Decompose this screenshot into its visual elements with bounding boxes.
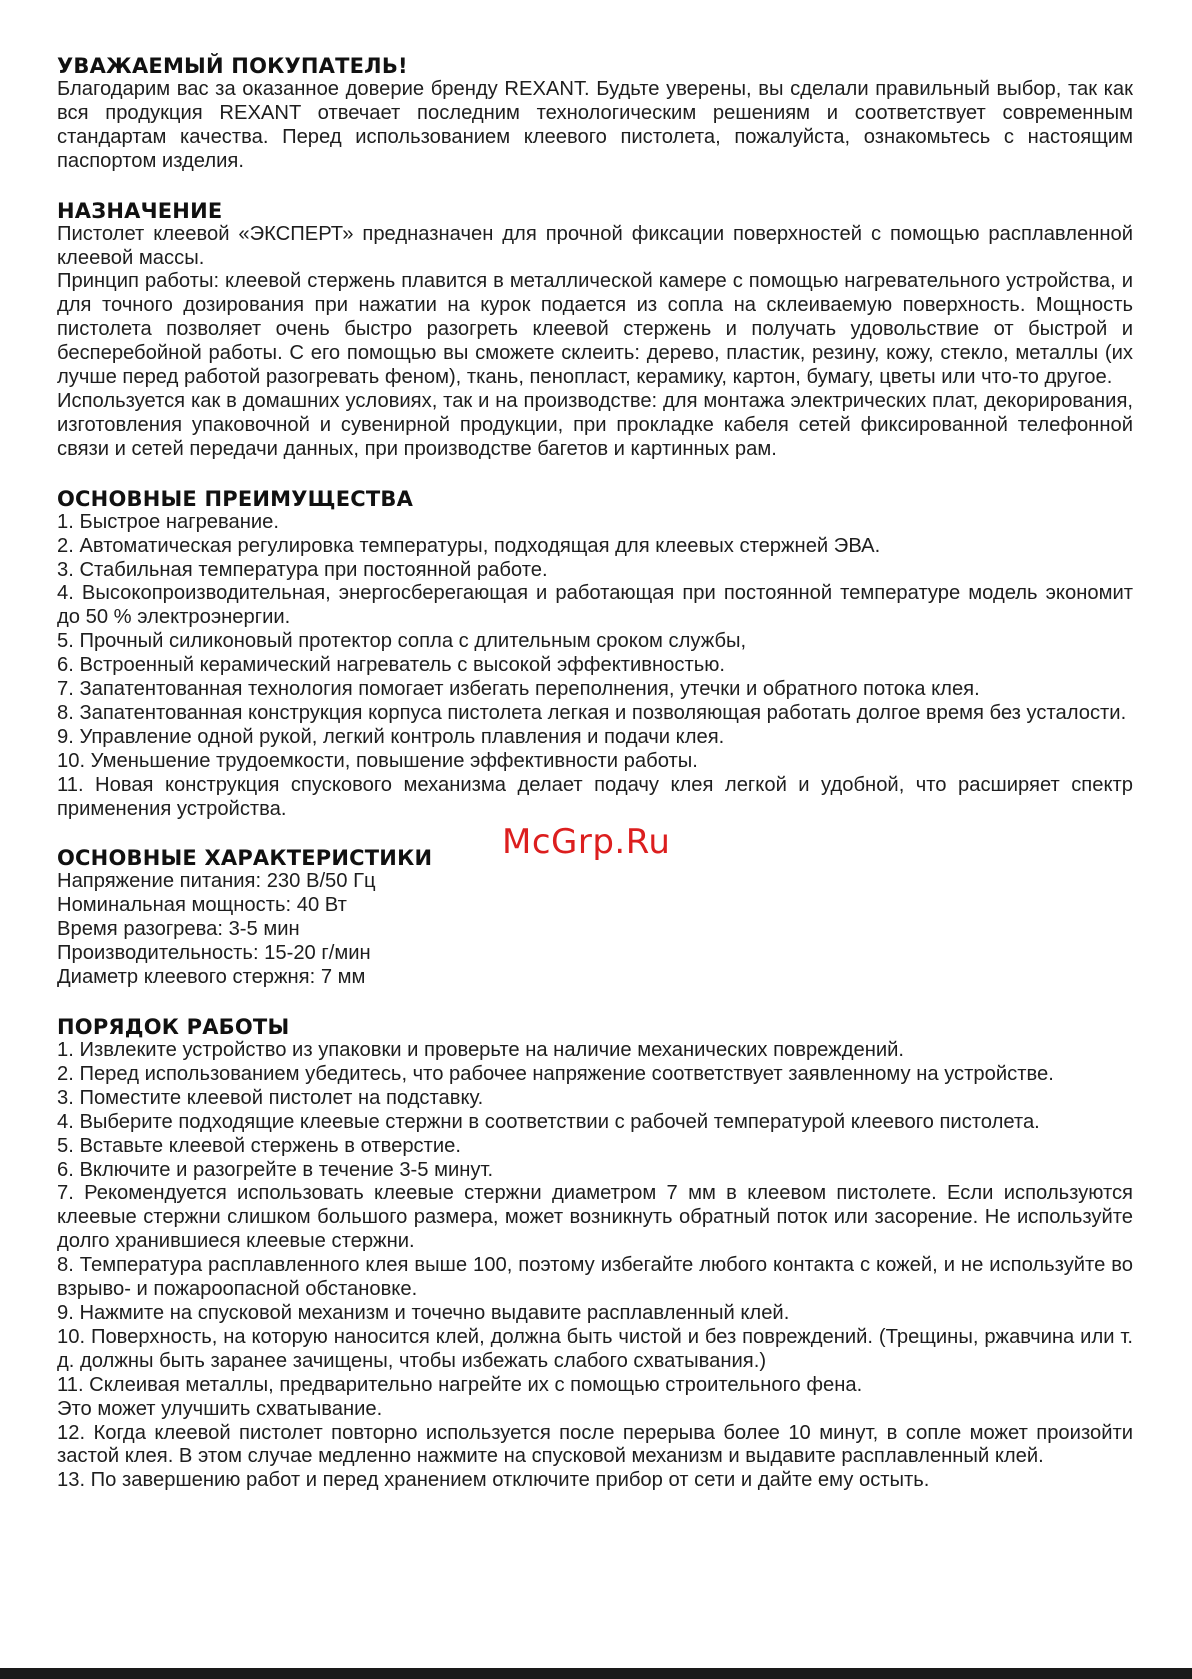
intro-paragraph: Благодарим вас за оказанное доверие бренду REXANT. Будьте уверены, вы сделали правильный выбор, так как вся продукция REXANT отвечает последним технологическим решениям и соответствует современным стандартам качества. Перед использованием клеевого пистолета, пожалуйста, ознакомьтесь с настоящим паспортом изделия. bbox=[57, 78, 1133, 172]
purpose-paragraph: Принцип работы: клеевой стержень плавится в металлической камере с помощью нагревательного устройства, и для точного дозирования при нажатии на курок подается из сопла на склеиваемую поверхность. Мощность пистолета позволяет очень быстро разогреть клеевой стержень и получать удовольствие от быстрой и бесперебойной работы. С его помощью вы сможете склеить: дерево, пластик, резину, кожу, стекло, металлы (их лучше перед работой разогревать феном), ткань, пенопласт, керамику, картон, бумагу, цветы или что-то другое. bbox=[57, 270, 1133, 389]
procedure-step: 4. Выберите подходящие клеевые стержни в соответствии с рабочей температурой клеевого пистолета. bbox=[57, 1110, 1040, 1133]
advantage-item: 5. Прочный силиконовый протектор сопла с длительным сроком службы, bbox=[57, 630, 747, 653]
spec-item: Диаметр клеевого стержня: 7 мм bbox=[57, 966, 366, 989]
procedure-section bbox=[57, 1015, 1133, 1493]
purpose-heading: НАЗНАЧЕНИЕ bbox=[57, 198, 223, 223]
advantage-item: 2. Автоматическая регулировка температуры, подходящая для клеевых стержней ЭВА. bbox=[57, 534, 881, 557]
procedure-heading: ПОРЯДОК РАБОТЫ bbox=[57, 1015, 290, 1039]
specs-heading: ОСНОВНЫЕ ХАРАКТЕРИСТИКИ bbox=[57, 846, 433, 871]
specs-section bbox=[57, 846, 1133, 990]
page-bottom-border bbox=[0, 1668, 1192, 1679]
procedure-step: 11. Склеивая металлы, предварительно нагрейте их с помощью строительного фена. bbox=[57, 1373, 863, 1396]
advantage-item: 3. Стабильная температура при постоянной работе. bbox=[57, 558, 548, 581]
advantage-item: 9. Управление одной рукой, легкий контроль плавления и подачи клея. bbox=[57, 725, 725, 748]
procedure-step: Это может улучшить схватывание. bbox=[57, 1397, 383, 1420]
procedure-step: 12. Когда клеевой пистолет повторно используется после перерыва более 10 минут, в сопле может произойти застой клея. В этом случае медленно нажмите на спусковой механизм и выдавите расплавленный клей. bbox=[57, 1421, 1133, 1468]
intro-section bbox=[57, 54, 1133, 174]
advantage-item: 6. Встроенный керамический нагреватель с высокой эффективностью. bbox=[57, 654, 726, 677]
spec-item: Производительность: 15-20 г/мин bbox=[57, 942, 371, 965]
advantage-item: 4. Высокопроизводительная, энергосберегающая и работающая при постоянной температуре модель экономит до 50 % электроэнергии. bbox=[57, 582, 1133, 629]
watermark-text: McGrp.Ru bbox=[502, 822, 671, 862]
procedure-step: 6. Включите и разогрейте в течение 3-5 минут. bbox=[57, 1158, 494, 1181]
spec-item: Номинальная мощность: 40 Вт bbox=[57, 894, 347, 917]
advantages-section bbox=[57, 487, 1133, 822]
procedure-step: 7. Рекомендуется использовать клеевые стержни диаметром 7 мм в клеевом пистолете. Если используются клеевые стержни слишком большого размера, может возникнуть обратный поток или засорение. Не используйте долго хранившиеся клеевые стержни. bbox=[57, 1182, 1133, 1253]
spec-item: Напряжение питания: 230 В/50 Гц bbox=[57, 870, 376, 893]
document-page bbox=[57, 54, 1133, 1518]
purpose-paragraph: Используется как в домашних условиях, так и на производстве: для монтажа электрических плат, декорирования, изготовления упаковочной и сувенирной продукции, при прокладке кабеля сетей фиксированной телефонной связи и сетей передачи данных, при производстве багетов и картинных рам. bbox=[57, 389, 1133, 460]
intro-heading: УВАЖАЕМЫЙ ПОКУПАТЕЛЬ! bbox=[57, 54, 408, 78]
procedure-step: 13. По завершению работ и перед хранением отключите прибор от сети и дайте ему остыть. bbox=[57, 1469, 930, 1492]
procedure-step: 1. Извлеките устройство из упаковки и проверьте на наличие механических повреждений. bbox=[57, 1039, 905, 1061]
advantage-item: 7. Запатентованная технология помогает избегать переполнения, утечки и обратного потока клея. bbox=[57, 678, 980, 701]
purpose-section bbox=[57, 199, 1133, 462]
advantage-item: 1. Быстрое нагревание. bbox=[57, 510, 280, 533]
spec-item: Время разогрева: 3-5 мин bbox=[57, 918, 300, 941]
advantage-item: 8. Запатентованная конструкция корпуса пистолета легкая и позволяющая работать долгое время без усталости. bbox=[57, 701, 1127, 724]
advantages-heading: ОСНОВНЫЕ ПРЕИМУЩЕСТВА bbox=[57, 486, 414, 511]
procedure-step: 10. Поверхность, на которую наносится клей, должна быть чистой и без повреждений. (Трещины, ржавчина или т. д. должны быть заранее зачищены, чтобы избежать слабого схватывания.) bbox=[57, 1325, 1133, 1372]
advantage-item: 10. Уменьшение трудоемкости, повышение эффективности работы. bbox=[57, 749, 698, 772]
procedure-step: 2. Перед использованием убедитесь, что рабочее напряжение соответствует заявленному на устройстве. bbox=[57, 1062, 1054, 1085]
procedure-step: 9. Нажмите на спусковой механизм и точечно выдавите расплавленный клей. bbox=[57, 1301, 790, 1324]
procedure-step: 8. Температура расплавленного клея выше 100, поэтому избегайте любого контакта с кожей, и не используйте во взрыво- и пожароопасной обстановке. bbox=[57, 1254, 1133, 1301]
advantage-item: 11. Новая конструкция спускового механизма делает подачу клея легкой и удобной, что расширяет спектр применения устройства. bbox=[57, 773, 1133, 820]
procedure-step: 5. Вставьте клеевой стержень в отверстие. bbox=[57, 1134, 462, 1157]
purpose-paragraph: Пистолет клеевой «ЭКСПЕРТ» предназначен для прочной фиксации поверхностей с помощью расплавленной клеевой массы. bbox=[57, 222, 1133, 269]
procedure-step: 3. Поместите клеевой пистолет на подставку. bbox=[57, 1086, 484, 1109]
